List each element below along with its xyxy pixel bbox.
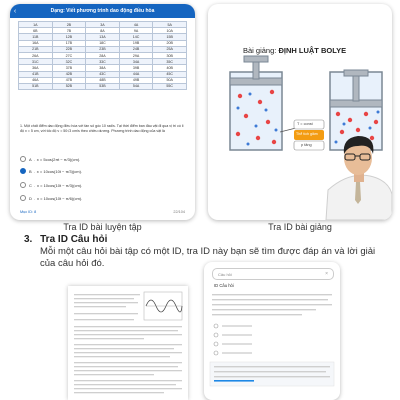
- section-heading: [24, 234, 107, 245]
- caption-lecture: Tra ID bài giảng: [268, 222, 332, 232]
- answer-grid-cell[interactable]: 22B: [52, 46, 86, 52]
- answer-grid-cell[interactable]: 49B: [119, 77, 153, 83]
- search-placeholder: Câu hỏi: [218, 271, 232, 277]
- answer-grid-cell[interactable]: 51B: [19, 83, 53, 89]
- callout-text-1: T = const: [297, 122, 313, 126]
- answer-grid-cell[interactable]: 1A: [19, 22, 53, 28]
- radio-c-icon[interactable]: [20, 182, 26, 188]
- option-b[interactable]: B . x = 10cos(10t − π/3)(cm).: [20, 168, 82, 174]
- option-letter-c: C: [29, 182, 32, 188]
- cylinder-left-icon: [230, 56, 282, 150]
- answer-grid-cell[interactable]: 19B: [119, 40, 153, 46]
- answer-grid-cell[interactable]: 54A: [119, 83, 153, 89]
- answer-grid-cell[interactable]: 50A: [153, 77, 187, 83]
- answer-grid-cell[interactable]: 12B: [52, 34, 86, 40]
- option-text-d: x = 10cos(10t − π/6)(cm).: [37, 195, 83, 201]
- option-letter-b: B: [29, 168, 32, 174]
- option-text-a: x = 5cos(2πt − π/3)(cm).: [36, 156, 81, 162]
- answer-grid-cell[interactable]: 41B: [19, 71, 53, 77]
- answer-grid-cell[interactable]: 13A: [86, 34, 120, 40]
- answer-grid-cell[interactable]: 46A: [19, 77, 53, 83]
- answer-grid-cell[interactable]: 17B: [52, 40, 86, 46]
- answer-grid-cell[interactable]: 43C: [86, 71, 120, 77]
- practice-header-title: Dạng: Viết phương trình dao động điều hòa: [50, 8, 155, 14]
- answer-grid-cell[interactable]: 25A: [153, 46, 187, 52]
- answer-grid-cell[interactable]: 11B: [19, 34, 53, 40]
- answer-grid-cell[interactable]: 42B: [52, 71, 86, 77]
- answer-grid-cell[interactable]: 38A: [86, 65, 120, 71]
- answer-grid-cell[interactable]: 34A: [119, 59, 153, 65]
- answer-grid-cell[interactable]: 47B: [52, 77, 86, 83]
- caption-practice: Tra ID bài luyện tập: [63, 222, 142, 232]
- answer-grid-cell[interactable]: 14C: [119, 34, 153, 40]
- answer-grid-cell[interactable]: 31C: [19, 59, 53, 65]
- answer-grid-cell[interactable]: 15B: [153, 34, 187, 40]
- answer-grid-cell[interactable]: 2B: [52, 22, 86, 28]
- lecture-thumbnail: [208, 4, 392, 220]
- answer-grid-cell[interactable]: 36A: [19, 65, 53, 71]
- answer-grid-cell[interactable]: 29A: [119, 52, 153, 58]
- answer-grid-cell[interactable]: 27C: [52, 52, 86, 58]
- answer-grid-cell[interactable]: 45C: [153, 71, 187, 77]
- answer-grid-cell[interactable]: 52B: [52, 83, 86, 89]
- radio-d-icon[interactable]: [20, 195, 26, 201]
- option-a[interactable]: A . x = 5cos(2πt − π/3)(cm).: [20, 156, 80, 162]
- exam-document-image: [68, 286, 188, 400]
- answer-grid-cell[interactable]: 8A: [86, 28, 120, 34]
- option-text-b: x = 10cos(10t − π/3)(cm).: [36, 168, 83, 174]
- answer-grid-cell[interactable]: 18C: [86, 40, 120, 46]
- answer-grid-cell[interactable]: 40B: [153, 65, 187, 71]
- answer-grid-cell[interactable]: 33C: [86, 59, 120, 65]
- answer-grid-cell[interactable]: 35C: [153, 59, 187, 65]
- section-body: Mỗi một câu hỏi bài tập có một ID, tra ID này bạn sẽ tìm được đáp án và lời giải của câu hỏi đó.: [40, 246, 376, 269]
- answer-grid-cell[interactable]: 3A: [86, 22, 120, 28]
- callout-text-2: Thể tích giảm: [296, 132, 318, 136]
- answer-grid-cell[interactable]: 6B: [19, 28, 53, 34]
- answer-grid: [18, 21, 187, 90]
- answer-grid-cell[interactable]: 24B: [119, 46, 153, 52]
- answer-grid-cell[interactable]: 7B: [52, 28, 86, 34]
- option-text-c: x = 10cos(10t − π/3)(cm).: [37, 182, 83, 188]
- close-icon[interactable]: ×: [325, 270, 328, 277]
- answer-grid-cell[interactable]: 30B: [153, 52, 187, 58]
- answer-grid-cell[interactable]: 37B: [52, 65, 86, 71]
- question-text: 1. Một chất điểm dao động điều hòa với tần số góc 10 rad/s. Tại thời điểm ban đầu vật đi qua vị trí có li độ x = 5 cm, với tốc độ v = 50√3 cm/s theo chiều dương. Phương trình dao động của vật là: [20, 124, 184, 133]
- answer-grid-cell[interactable]: 39B: [119, 65, 153, 71]
- practice-header: [10, 4, 195, 18]
- option-letter-d: D: [29, 195, 32, 201]
- search-bar[interactable]: [212, 268, 334, 280]
- answer-grid-cell[interactable]: 53B: [86, 83, 120, 89]
- lecture-title-name: ĐỊNH LUẬT BOLYE: [278, 46, 347, 55]
- callout-text-3: p tăng: [301, 143, 312, 147]
- footer-page: 22/104: [173, 210, 185, 214]
- answer-grid-cell[interactable]: 55C: [153, 83, 187, 89]
- answer-grid-cell[interactable]: 44A: [119, 71, 153, 77]
- back-arrow-icon[interactable]: ‹: [13, 7, 17, 15]
- boyle-illustration: [208, 4, 392, 220]
- option-letter-a: A: [29, 156, 32, 162]
- answer-grid-cell[interactable]: 28A: [86, 52, 120, 58]
- radio-a-icon[interactable]: [20, 156, 26, 162]
- answer-grid-cell[interactable]: 23B: [86, 46, 120, 52]
- option-c[interactable]: C . x = 10cos(10t − π/3)(cm).: [20, 182, 82, 188]
- answer-grid-cell[interactable]: 48B: [86, 77, 120, 83]
- answer-grid-cell[interactable]: 21B: [19, 46, 53, 52]
- question-phone-screenshot: [204, 262, 340, 400]
- answer-grid-cell[interactable]: 4A: [119, 22, 153, 28]
- practice-phone-screenshot: [10, 4, 195, 220]
- section-number: 3.: [24, 234, 33, 245]
- lecture-title-prefix: Bài giảng:: [243, 46, 279, 55]
- footer-id: Mục ID: 8: [20, 210, 37, 214]
- answer-grid-cell[interactable]: 20B: [153, 40, 187, 46]
- document-lines-icon: [68, 286, 188, 400]
- answer-grid-cell[interactable]: 16A: [19, 40, 53, 46]
- answer-grid-cell[interactable]: 32C: [52, 59, 86, 65]
- section-title: Tra ID Câu hỏi: [40, 234, 108, 245]
- question-content-lines-icon: [204, 290, 340, 400]
- answer-grid-cell[interactable]: 5A: [153, 22, 187, 28]
- radio-b-icon[interactable]: [20, 168, 26, 174]
- answer-grid-row: [19, 83, 187, 89]
- answer-grid-cell[interactable]: 26A: [19, 52, 53, 58]
- option-d[interactable]: D . x = 10cos(10t − π/6)(cm).: [20, 195, 82, 201]
- answer-grid-cell[interactable]: 10A: [153, 28, 187, 34]
- answer-grid-cell[interactable]: 9A: [119, 28, 153, 34]
- phone-tab-label: ID Câu hỏi: [214, 283, 234, 288]
